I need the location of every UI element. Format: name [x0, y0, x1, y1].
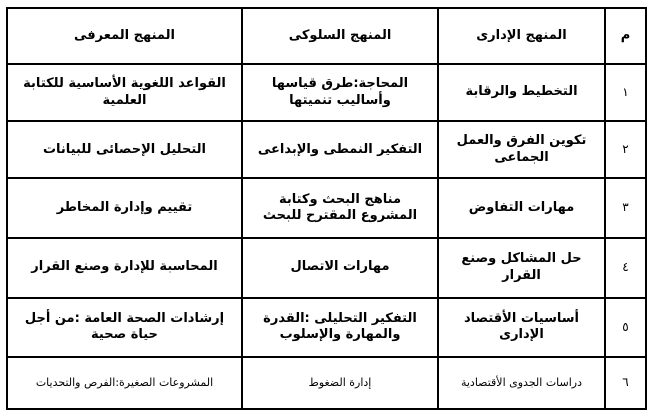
cognitive-cell: إرشادات الصحة العامة :من أجل حياة صحية: [7, 298, 242, 357]
cognitive-cell: المحاسبة للإدارة وصنع القرار: [7, 238, 242, 298]
table-row: [7, 178, 646, 237]
behavioral-cell: مناهج البحث وكتابة المشروع المقترح للبحث: [242, 178, 438, 237]
table-row: [7, 298, 646, 357]
admin-cell: دراسات الجدوى الأقتصادية: [438, 357, 605, 409]
cognitive-cell: تقييم وإدارة المخاطر: [7, 178, 242, 237]
row-number: ٢: [605, 121, 646, 178]
cognitive-cell: التحليل الإحصائى للبيانات: [7, 121, 242, 178]
curriculum-table: [6, 7, 647, 410]
admin-cell: مهارات التفاوض: [438, 178, 605, 237]
cognitive-cell: المشروعات الصغيرة:الفرص والتحديات: [7, 357, 242, 409]
table-row: [7, 64, 646, 121]
admin-cell: حل المشاكل وصنع القرار: [438, 238, 605, 298]
behavioral-cell: مهارات الاتصال: [242, 238, 438, 298]
behavioral-cell: التفكير التحليلى :القدرة والمهارة والإسلوب: [242, 298, 438, 357]
admin-cell: تكوين الفرق والعمل الجماعى: [438, 121, 605, 178]
admin-cell: التخطيط والرقابة: [438, 64, 605, 121]
row-number: ٣: [605, 178, 646, 237]
header-num: م: [605, 8, 646, 64]
row-number: ١: [605, 64, 646, 121]
header-admin-curriculum: المنهج الإدارى: [438, 8, 605, 64]
row-number: ٥: [605, 298, 646, 357]
behavioral-cell: التفكير النمطى والإبداعى: [242, 121, 438, 178]
row-number: ٤: [605, 238, 646, 298]
admin-cell: أساسيات الأقتصاد الإدارى: [438, 298, 605, 357]
table-row: [7, 357, 646, 409]
behavioral-cell: إدارة الضغوط: [242, 357, 438, 409]
header-cognitive-curriculum: المنهج المعرفى: [7, 8, 242, 64]
cognitive-cell: القواعد اللغوية الأساسية للكتابة العلمية: [7, 64, 242, 121]
behavioral-cell: المحاجة:طرق قياسها وأساليب تنميتها: [242, 64, 438, 121]
row-number: ٦: [605, 357, 646, 409]
table-row: [7, 121, 646, 178]
header-behavioral-curriculum: المنهج السلوكى: [242, 8, 438, 64]
header-row: [7, 8, 646, 64]
table-row: [7, 238, 646, 298]
